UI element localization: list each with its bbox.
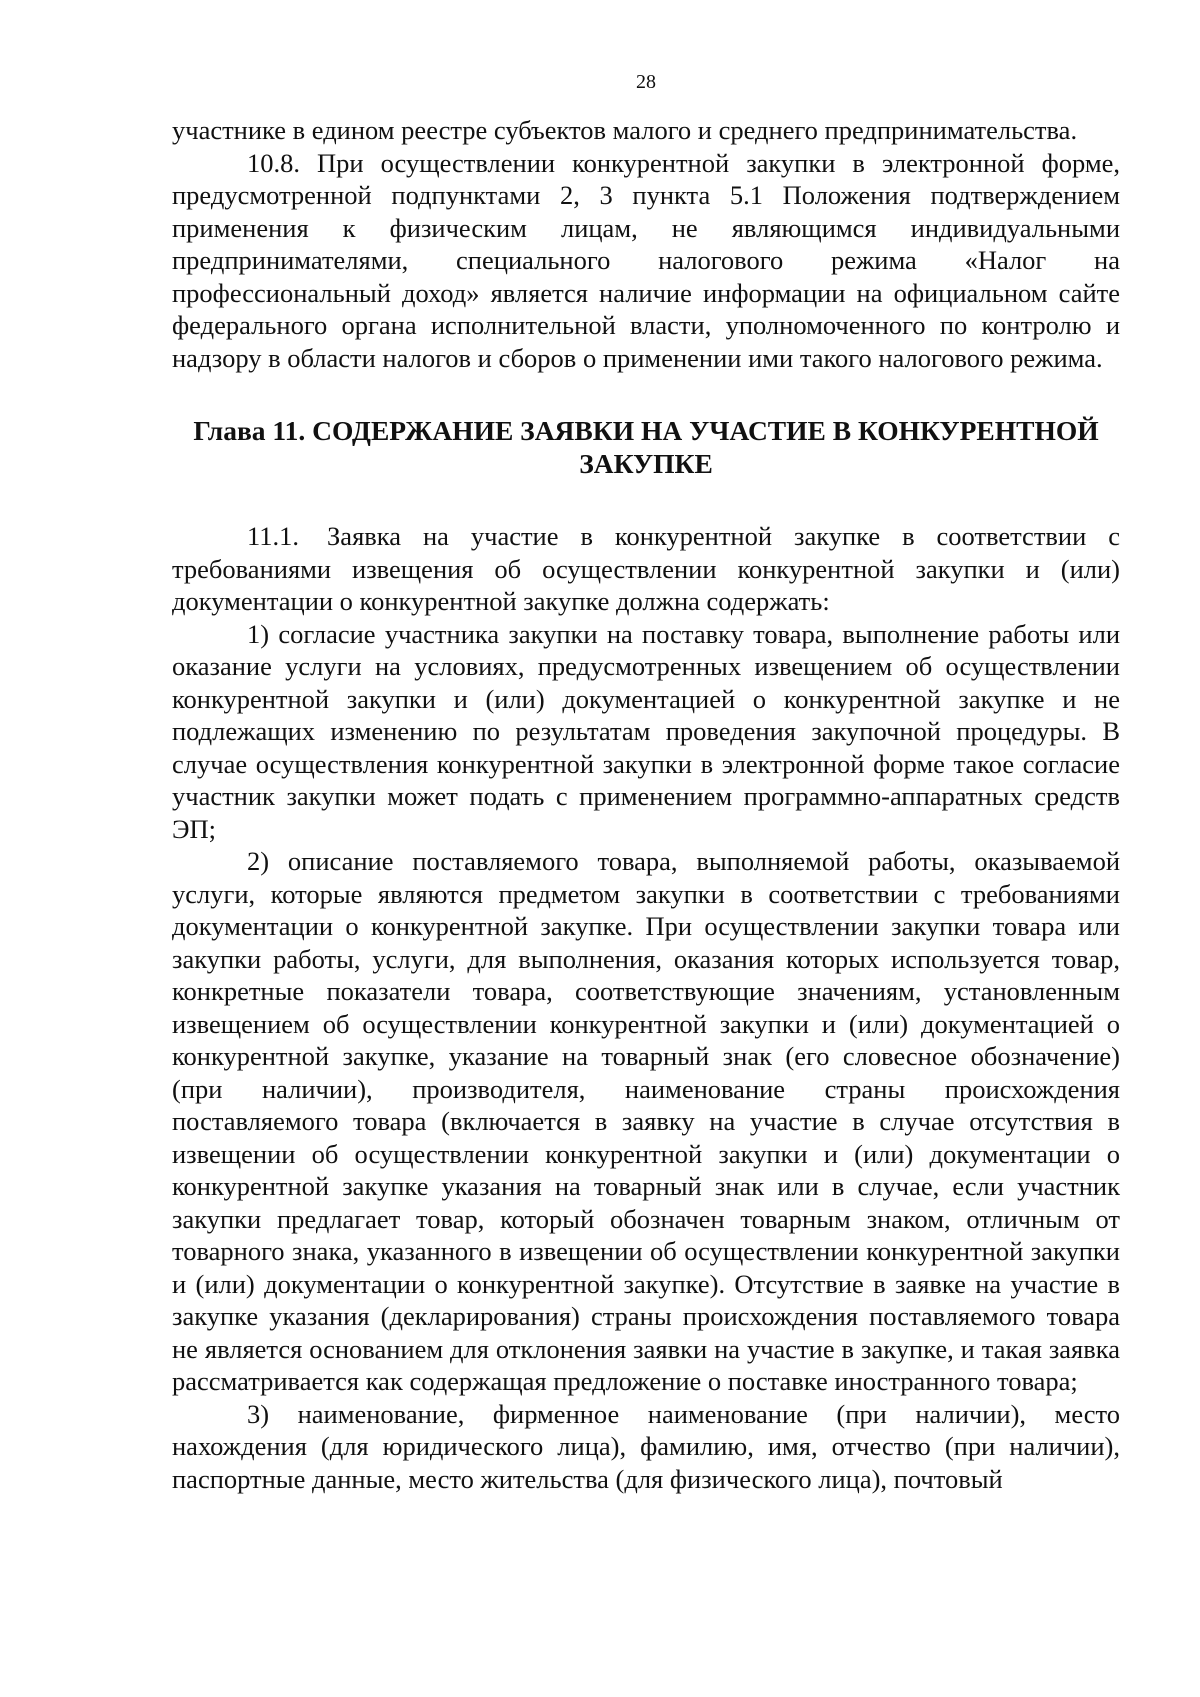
list-item-2 [172, 845, 1120, 1398]
clause-number: 11.1. [247, 521, 300, 551]
list-item-text: описание поставляемого товара, выполняемой работы, оказываемой услуги, которые являются предметом закупки в соответствии с требованиями документации о конкурентной закупке. При осуществлении закупки товара или закупки работы, услуги, для выполнения, оказания которых используется товар, конкретные показатели товара, соответствующие значениям, установленным извещением об осуществлении конкурентной закупки и (или) документацией о конкурентной закупке, указание на товарный знак (его словесное обозначение) (при наличии), производителя, наименование страны происхождения поставляемого товара (включается в заявку на участие в случае отсутствия в извещении об осуществлении конкурентной закупки и (или) документации о конкурентной закупке указания на товарный знак или в случае, если участник закупки предлагает товар, который обозначен товарным знаком, отличным от товарного знака, указанного в извещении об осуществлении конкурентной закупки и (или) документации о конкурентной закупке). Отсутствие в заявке на участие в закупке указания (декларирования) страны происхождения поставляемого товара не является основанием для отклонения заявки на участие в закупке, и такая заявка рассматривается как содержащая предложение о поставке иностранного товара; [172, 846, 1120, 1396]
list-item-3 [172, 1398, 1120, 1496]
chapter-heading-line-2: ЗАКУПКЕ [579, 448, 713, 479]
list-item-number: 1) [247, 618, 270, 649]
paragraph-continuation: участнике в едином реестре субъектов малого и среднего предпринимательства. [172, 115, 1078, 145]
clause-text: При осуществлении конкурентной закупки в электронной форме, предусмотренной подпунктами 2, 3 пункта 5.1 Положения подтверждением применения к физическим лицам, не являющимся индивидуальными предпринимателями, специального налогового режима «Налог на профессиональный доход» является наличие информации на официальном сайте федерального органа исполнительной власти, уполномоченного по контролю и надзору в области налогов и сборов о применении ими такого налогового режима. [172, 147, 1121, 373]
list-item-1 [172, 618, 1120, 846]
document-page [172, 70, 1120, 1495]
list-item-text: согласие участника закупки на поставку товара, выполнение работы или оказание услуги на условиях, предусмотренных извещением об осуществлении конкурентной закупки и (или) документацией о конкурентной закупке и не подлежащих изменению по результатам проведения закупочной процедуры. В случае осуществления конкурентной закупки в электронной форме такое согласие участник закупки может подать с применением программно-аппаратных средств ЭП; [172, 618, 1120, 844]
list-item-text: наименование, фирменное наименование (при наличии), место нахождения (для юридического лица), фамилию, имя, отчество (при наличии), паспортные данные, место жительства (для физического лица), почтовый [172, 1398, 1120, 1494]
paragraph-10-8 [172, 147, 1120, 375]
chapter-heading [172, 414, 1120, 480]
list-item-number: 2) [247, 846, 270, 876]
clause-number: 10.8. [247, 147, 300, 178]
list-item-number: 3) [247, 1398, 270, 1429]
paragraph-11-1 [172, 520, 1120, 618]
clause-text: Заявка на участие в конкурентной закупке в соответствии с требованиями извещения об осуществлении конкурентной закупки и (или) документации о конкурентной закупке должна содержать: [172, 521, 1120, 616]
page-number: 28 [636, 71, 656, 93]
chapter-heading-line-1: Глава 11. СОДЕРЖАНИЕ ЗАЯВКИ НА УЧАСТИЕ В КОНКУРЕНТНОЙ [193, 415, 1099, 446]
